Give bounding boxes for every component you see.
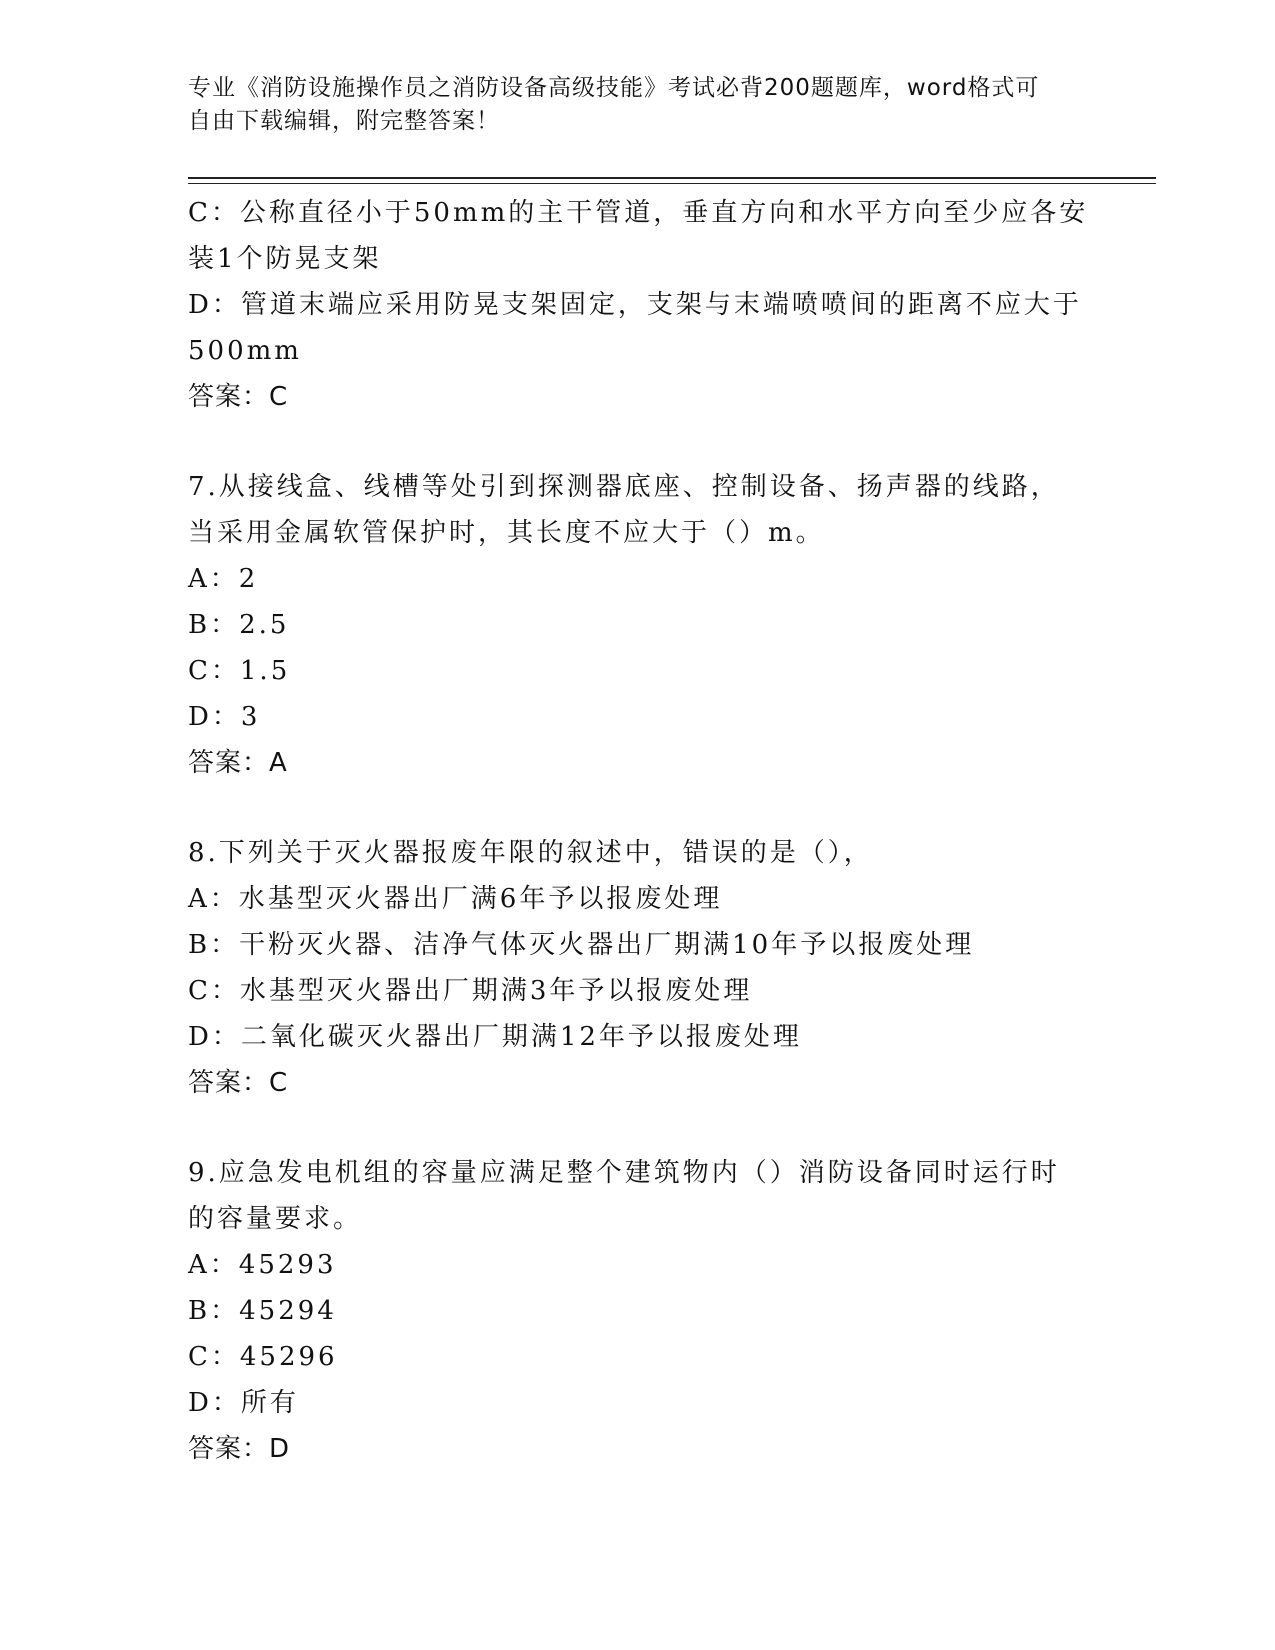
question-8 — [188, 830, 1088, 1106]
q7-option-d: D：3 — [188, 702, 261, 732]
header-divider-thin — [188, 183, 1156, 184]
document-header — [188, 72, 1068, 138]
q8-option-a: A：水基型灭火器出厂满6年予以报废处理 — [188, 884, 723, 914]
question-9 — [188, 1150, 1088, 1472]
q9-option-d: D：所有 — [188, 1388, 299, 1418]
header-line-2: 自由下载编辑，附完整答案！ — [188, 108, 500, 134]
q7-stem-line1: 7.从接线盒、线槽等处引到探测器底座、控制设备、扬声器的线路， — [188, 472, 1060, 502]
question-7 — [188, 464, 1088, 786]
q9-option-c: C：45296 — [188, 1342, 338, 1372]
q8-stem-line1: 8.下列关于灭火器报废年限的叙述中，错误的是（）， — [188, 838, 873, 868]
q7-option-c: C：1.5 — [188, 656, 291, 686]
q6-option-d-line2: 500mm — [188, 336, 302, 366]
q6-option-d-line1: D：管道末端应采用防晃支架固定，支架与末端喷喷间的距离不应大于 — [188, 290, 1082, 320]
q6-option-c-line1: C：公称直径小于50mm的主干管道，垂直方向和水平方向至少应各安 — [188, 198, 1089, 228]
header-divider-thick — [188, 177, 1156, 179]
q6-answer: 答案：C — [188, 382, 289, 412]
q7-stem-line2: 当采用金属软管保护时，其长度不应大于（）m。 — [188, 518, 825, 548]
question-6-tail — [188, 190, 1088, 420]
q6-option-c-line2: 装1个防晃支架 — [188, 244, 382, 274]
q7-option-a: A：2 — [188, 564, 259, 594]
q7-answer: 答案：A — [188, 748, 288, 778]
q7-option-b: B：2.5 — [188, 610, 290, 640]
q9-stem-line1: 9.应急发电机组的容量应满足整个建筑物内（）消防设备同时运行时 — [188, 1158, 1060, 1188]
q8-option-c: C：水基型灭火器出厂期满3年予以报废处理 — [188, 976, 753, 1006]
q8-option-b: B：干粉灭火器、洁净气体灭火器出厂期满10年予以报废处理 — [188, 930, 975, 960]
q8-answer: 答案：C — [188, 1068, 289, 1098]
q9-option-b: B：45294 — [188, 1296, 337, 1326]
q8-option-d: D：二氧化碳灭火器出厂期满12年予以报废处理 — [188, 1022, 802, 1052]
question-list — [188, 190, 1088, 1472]
q9-option-a: A：45293 — [188, 1250, 337, 1280]
q9-stem-line2: 的容量要求。 — [188, 1204, 363, 1234]
header-line-1: 专业《消防设施操作员之消防设备高级技能》考试必背200题题库，word格式可 — [188, 75, 1040, 101]
q9-answer: 答案：D — [188, 1434, 291, 1464]
